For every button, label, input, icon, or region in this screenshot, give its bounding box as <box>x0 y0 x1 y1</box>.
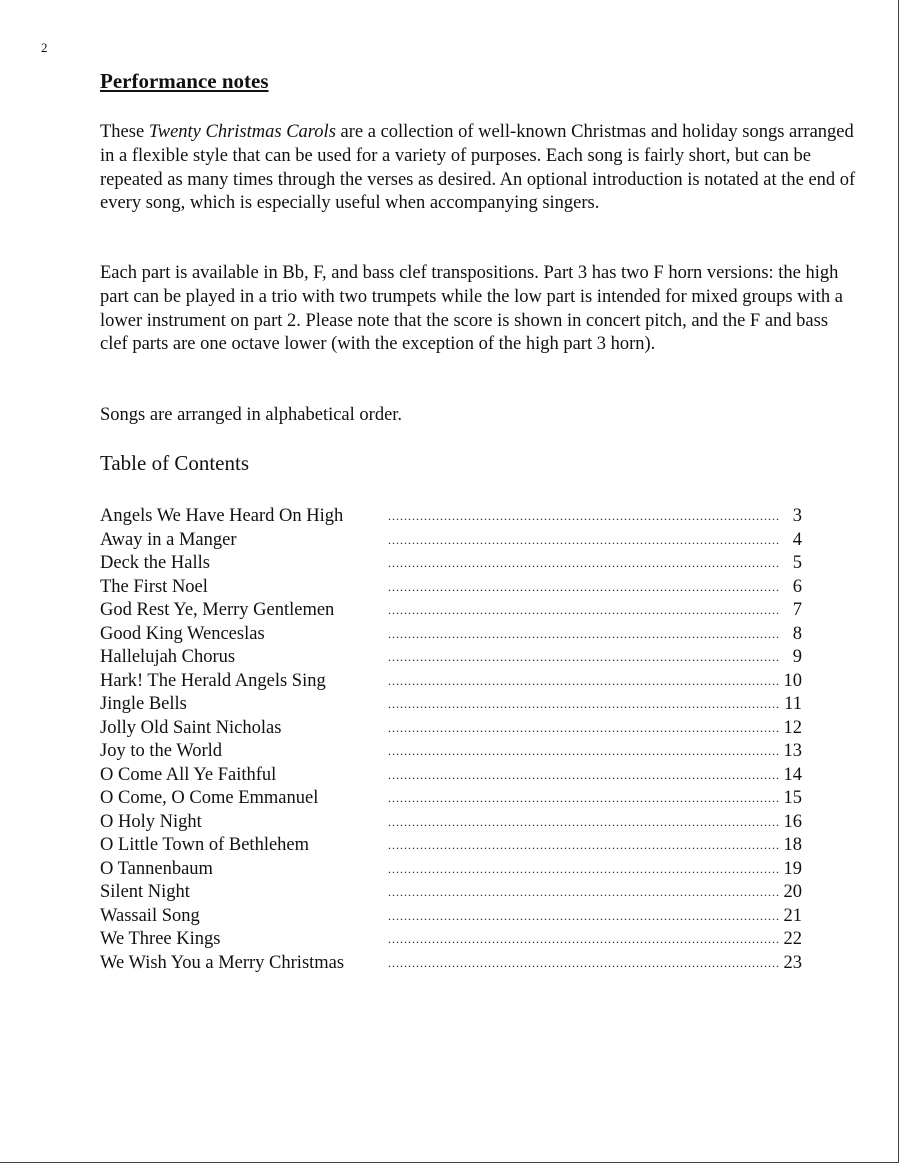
toc-dot-leader <box>388 505 780 529</box>
page-title: Performance notes <box>100 69 269 93</box>
toc-entry <box>100 952 802 976</box>
toc-entry <box>100 764 802 788</box>
toc-dot-leader <box>388 905 780 929</box>
toc-entry-title: Away in a Manger <box>100 529 237 550</box>
toc-dot-leader <box>388 646 780 670</box>
toc-entry-page: 19 <box>783 858 802 879</box>
transpositions-paragraph: Each part is available in Bb, F, and bass clef transpositions. Part 3 has two F horn versions: the high part can be played in a trio with two trumpets while the low part is intended for mixed groups with a lower instrument on part 2. Please note that the score is shown in concert pitch, and the F and bass clef parts are one octave lower (with the exception of the high part 3 horn). <box>100 263 843 355</box>
toc-entry-page: 16 <box>783 811 802 832</box>
toc-entry-title: Silent Night <box>100 882 190 902</box>
toc-entry <box>100 505 802 529</box>
toc-entry-title: O Tannenbaum <box>100 858 213 879</box>
collection-title: Twenty Christmas Carols <box>148 122 336 142</box>
toc-entry-title: Good King Wenceslas <box>100 623 265 644</box>
toc-dot-leader <box>388 834 780 858</box>
toc-entry-title: O Little Town of Bethlehem <box>100 835 310 855</box>
toc-entry-title: Jingle Bells <box>100 694 187 714</box>
toc-entry <box>100 928 802 952</box>
toc-entry <box>100 529 802 553</box>
toc-dot-leader <box>388 858 780 882</box>
toc-title: Table of Contents <box>100 451 249 475</box>
toc-entry <box>100 670 802 694</box>
toc-entry-page: 5 <box>792 553 802 573</box>
intro-paragraph <box>100 121 860 216</box>
toc-entry-title: We Three Kings <box>100 929 221 949</box>
toc-entry <box>100 623 802 647</box>
toc-entry-title: Joy to the World <box>100 741 223 761</box>
toc-entry <box>100 834 802 858</box>
toc-entry-title: Hark! The Herald Angels Sing <box>100 670 326 691</box>
toc-entry <box>100 881 802 905</box>
toc-entry <box>100 646 802 670</box>
toc-entry-title: The First Noel <box>100 576 208 597</box>
toc-entry-page: 21 <box>783 905 802 926</box>
toc-dot-leader <box>388 764 780 788</box>
toc-entry-title: God Rest Ye, Merry Gentlemen <box>100 600 335 620</box>
toc-entry-page: 12 <box>783 717 802 738</box>
toc-dot-leader <box>388 576 780 600</box>
toc-entry-page: 3 <box>792 506 802 526</box>
toc-entry-page: 18 <box>783 835 802 855</box>
toc-entry <box>100 693 802 717</box>
toc-entry-title: O Come All Ye Faithful <box>100 764 277 785</box>
toc-entry-title: Jolly Old Saint Nicholas <box>100 717 282 738</box>
toc-dot-leader <box>388 623 780 647</box>
toc-dot-leader <box>388 670 780 694</box>
toc-dot-leader <box>388 740 780 764</box>
table-of-contents <box>100 505 802 975</box>
toc-entry-page: 10 <box>783 670 802 691</box>
toc-entry-page: 23 <box>783 952 802 973</box>
toc-entry-page: 20 <box>783 882 802 902</box>
toc-entry-title: Deck the Halls <box>100 553 210 573</box>
toc-entry-page: 6 <box>792 576 802 597</box>
toc-entry-page: 22 <box>783 929 802 949</box>
toc-dot-leader <box>388 881 780 905</box>
toc-dot-leader <box>388 717 780 741</box>
toc-dot-leader <box>388 552 780 576</box>
toc-entry-title: We Wish You a Merry Christmas <box>100 952 345 973</box>
toc-entry <box>100 576 802 600</box>
toc-dot-leader <box>388 811 780 835</box>
page-number: 2 <box>41 40 48 55</box>
toc-entry <box>100 905 802 929</box>
toc-dot-leader <box>388 787 780 811</box>
toc-entry-page: 11 <box>784 694 802 714</box>
toc-entry-page: 13 <box>783 741 802 761</box>
toc-dot-leader <box>388 529 780 553</box>
order-paragraph: Songs are arranged in alphabetical order. <box>100 405 403 425</box>
toc-dot-leader <box>388 693 780 717</box>
toc-dot-leader <box>388 599 780 623</box>
toc-entry <box>100 787 802 811</box>
toc-entry-page: 7 <box>792 600 802 620</box>
toc-entry-page: 9 <box>792 647 802 667</box>
toc-entry-page: 14 <box>783 764 802 785</box>
toc-entry <box>100 552 802 576</box>
toc-dot-leader <box>388 928 780 952</box>
toc-entry-title: Hallelujah Chorus <box>100 647 236 667</box>
toc-entry <box>100 811 802 835</box>
toc-entry <box>100 599 802 623</box>
toc-entry-title: O Come, O Come Emmanuel <box>100 788 319 808</box>
toc-entry-page: 8 <box>792 623 802 644</box>
toc-entry-title: Angels We Have Heard On High <box>100 506 344 526</box>
toc-entry-page: 15 <box>783 788 802 808</box>
toc-dot-leader <box>388 952 780 976</box>
toc-entry <box>100 740 802 764</box>
intro-text-rest: are a collection of well-known Christmas and holiday songs arranged in a flexible style that can be used for a variety of purposes. Each song is fairly short, but can be repeated as many times through the verses as desired. An optional introduction is notated at the end of every song, which is especially useful when accompanying singers. <box>100 122 856 214</box>
intro-text-start: These <box>100 122 149 142</box>
toc-entry-title: Wassail Song <box>100 905 200 926</box>
toc-entry <box>100 717 802 741</box>
toc-entry <box>100 858 802 882</box>
toc-entry-page: 4 <box>792 529 802 550</box>
toc-entry-title: O Holy Night <box>100 811 202 832</box>
